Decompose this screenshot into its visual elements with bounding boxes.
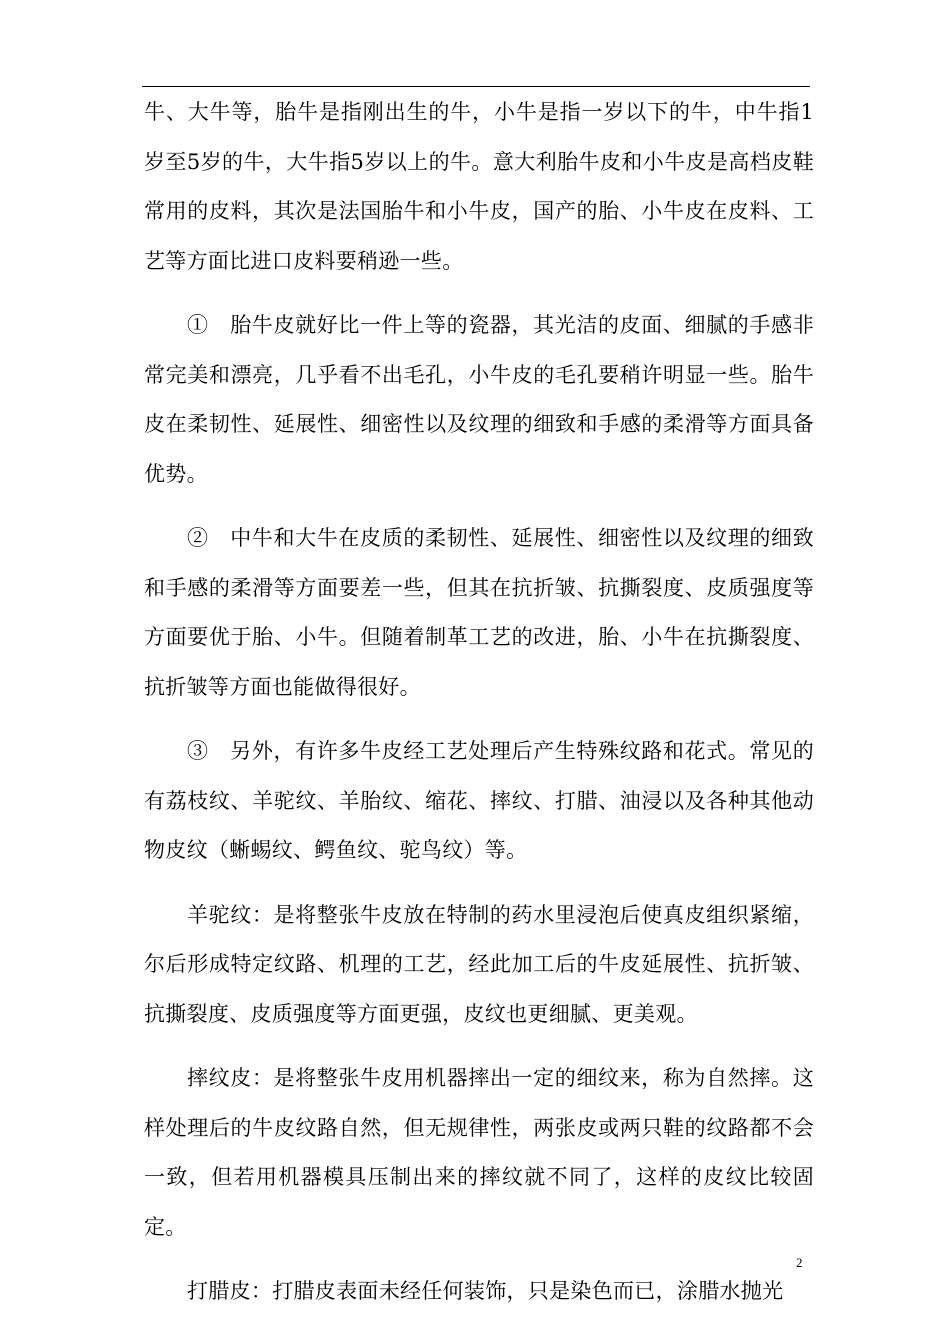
paragraph-adult-cattle: ② 中牛和大牛在皮质的柔韧性、延展性、细密性以及纹理的细致和手感的柔滑等方面要差一些，但其在抗折皱、抗撕裂度、皮质强度等方面要优于胎、小牛。但随着制革工艺的改进，胎、小牛在抗撕裂度、抗折皱等方面也能做得很好。 xyxy=(144,526,814,699)
paragraph-alpaca-grain: 羊驼纹：是将整张牛皮放在特制的药水里浸泡后使真皮组织紧缩，尔后形成特定纹路、机理的工艺，经此加工后的牛皮延展性、抗折皱、抗撕裂度、皮质强度等方面更强，皮纹也更细腻、更美观。 xyxy=(144,902,814,1026)
page-number: 2 xyxy=(796,1255,803,1270)
paragraph-tumbled-grain: 摔纹皮：是将整张牛皮用机器摔出一定的细纹来，称为自然摔。这样处理后的牛皮纹路自然，但无规律性，两张皮或两只鞋的纹路都不会一致，但若用机器模具压制出来的摔纹就不同了，这样的皮纹比较固定。 xyxy=(144,1066,814,1239)
paragraph-special-patterns: ③ 另外，有许多牛皮经工艺处理后产生特殊纹路和花式。常见的有荔枝纹、羊驼纹、羊胎纹、缩花、摔纹、打腊、油浸以及各种其他动物皮纹（蜥蜴纹、鳄鱼纹、驼鸟纹）等。 xyxy=(144,739,814,862)
paragraph-fetal-calf: ① 胎牛皮就好比一件上等的瓷器，其光洁的皮面、细腻的手感非常完美和漂亮，几乎看不出毛孔，小牛皮的毛孔要稍许明显一些。胎牛皮在柔韧性、延展性、细密性以及纹理的细致和手感的柔滑等方面具备优势。 xyxy=(144,313,814,486)
paragraph-waxed-leather: 打腊皮：打腊皮表面未经任何装饰，只是染色而已，涂腊水抛光 xyxy=(187,1279,784,1303)
header-rule xyxy=(142,86,810,87)
body-text xyxy=(144,88,814,1332)
paragraph-continuation: 牛、大牛等，胎牛是指刚出生的牛，小牛是指一岁以下的牛，中牛指1岁至5岁的牛，大牛指5岁以上的牛。意大利胎牛皮和小牛皮是高档皮鞋常用的皮料，其次是法国胎牛和小牛皮，国产的胎、小牛皮在皮料、工艺等方面比进口皮料要稍逊一些。 xyxy=(144,100,814,273)
